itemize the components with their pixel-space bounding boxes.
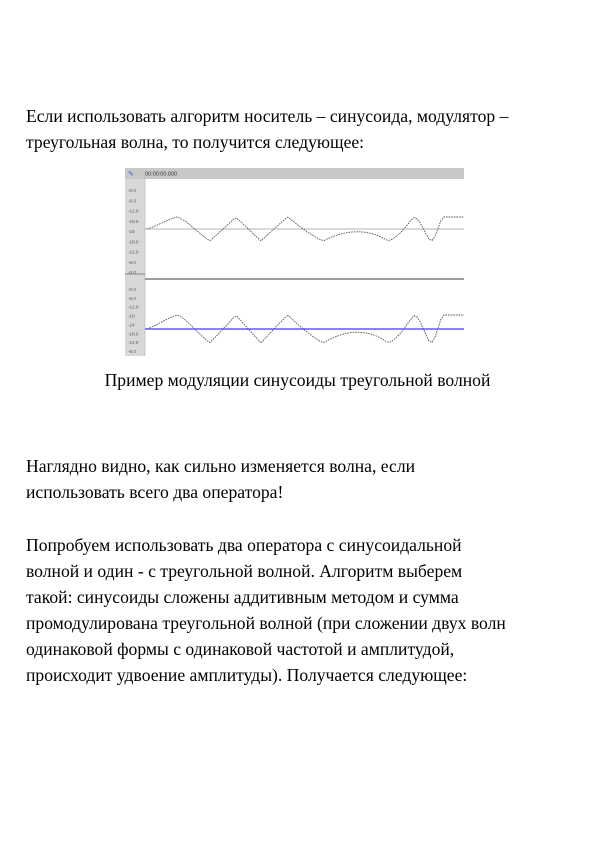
- scale-label: -12.0: [128, 249, 139, 255]
- text-line: происходит удвоение амплитуды). Получается следующее:: [26, 665, 468, 685]
- text-line: Если использовать алгоритм носитель – синусоида, модулятор –: [26, 106, 509, 126]
- waveform-screenshot: [125, 168, 464, 356]
- scale-label: -6.0: [128, 295, 136, 301]
- scale-label: -0.0: [128, 287, 136, 292]
- tool-icon: ✎: [128, 171, 134, 178]
- scale-label: -18.0: [128, 239, 139, 245]
- scale-label: -18.0: [128, 331, 139, 337]
- amplitude-ruler: [125, 179, 145, 356]
- scale-label: -6.0: [128, 349, 136, 354]
- waveform-figure: [125, 168, 464, 356]
- text-line: Попробуем использовать два оператора с синусоидальной: [26, 535, 462, 555]
- time-readout: 00:00:00.000: [145, 171, 178, 178]
- scale-label: -6.0: [128, 259, 136, 265]
- scale-label: -0.0: [128, 270, 136, 275]
- figure-caption: Пример модуляции синусоиды треугольной волной: [104, 370, 491, 390]
- observation-paragraph: [26, 453, 576, 505]
- text-line: треугольная волна, то получится следующее:: [26, 132, 365, 152]
- scale-label: -12.0: [128, 208, 139, 214]
- text-line: волной и один - с треугольной волной. Алгоритм выберем: [26, 561, 463, 581]
- scale-label: -12.0: [128, 304, 139, 310]
- text-line: промодулирована треугольной волной (при сложении двух волн: [26, 613, 506, 633]
- text-line: использовать всего два оператора!: [26, 482, 284, 502]
- scale-label: -6.0: [128, 198, 136, 204]
- scale-label: -24: [128, 322, 135, 328]
- scale-label: -18.0: [128, 218, 139, 224]
- text-line: такой: синусоиды сложены аддитивным методом и сумма: [26, 587, 459, 607]
- intro-paragraph: [26, 103, 576, 155]
- text-line: одинаковой формы с одинаковой частотой и амплитудой,: [26, 639, 455, 659]
- experiment-paragraph: [26, 532, 576, 688]
- scale-label: -24: [128, 229, 135, 234]
- scale-label: -0.0: [128, 188, 136, 193]
- scale-label: -12.0: [128, 340, 139, 346]
- text-line: Наглядно видно, как сильно изменяется волна, если: [26, 456, 416, 476]
- scale-label: -18: [128, 313, 135, 319]
